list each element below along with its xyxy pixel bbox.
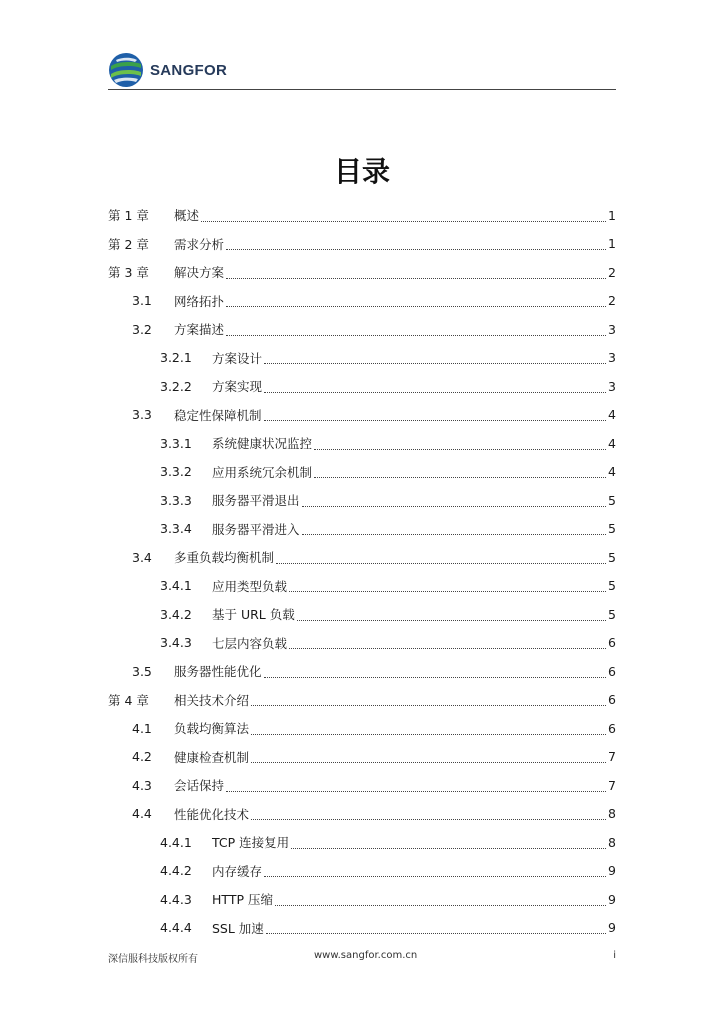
toc-entry-number: 3.2.2 xyxy=(160,378,192,394)
toc-entry-number: 3.3 xyxy=(132,407,152,423)
toc-dot-leader xyxy=(201,209,606,222)
toc-entry-page: 6 xyxy=(608,635,616,651)
page-header xyxy=(108,50,227,90)
toc-entry[interactable] xyxy=(108,258,616,287)
toc-entry-page: 3 xyxy=(608,378,616,394)
toc-entry-page: 3 xyxy=(608,350,616,366)
toc-entry-page: 1 xyxy=(608,236,616,252)
toc-dot-leader xyxy=(226,266,606,279)
toc-entry-title: 概述 xyxy=(174,208,200,224)
toc-entry-number: 4.4 xyxy=(132,806,152,822)
toc-entry-number: 3.1 xyxy=(132,293,152,309)
toc-entry[interactable] xyxy=(108,600,616,629)
toc-entry-page: 2 xyxy=(608,264,616,280)
footer-page-number: i xyxy=(613,950,616,961)
toc-entry-page: 5 xyxy=(608,521,616,537)
toc-entry-page: 6 xyxy=(608,720,616,736)
toc-entry-title: 负载均衡算法 xyxy=(174,721,250,737)
toc-entry[interactable] xyxy=(108,572,616,601)
toc-entry-page: 3 xyxy=(608,321,616,337)
toc-dot-leader xyxy=(291,836,606,849)
toc-entry-number: 3.3.1 xyxy=(160,435,192,451)
toc-entry-number: 第 2 章 xyxy=(108,236,149,252)
toc-entry-number: 4.4.4 xyxy=(160,920,192,936)
toc-entry-number: 3.3.4 xyxy=(160,521,192,537)
toc-dot-leader xyxy=(289,579,606,592)
toc-entry-page: 7 xyxy=(608,777,616,793)
toc-entry-number: 4.1 xyxy=(132,720,152,736)
toc-entry-title: 稳定性保障机制 xyxy=(174,407,262,423)
toc-entry-page: 5 xyxy=(608,492,616,508)
toc-entry[interactable] xyxy=(108,543,616,572)
toc-entry-title: 服务器性能优化 xyxy=(174,664,262,680)
toc-dot-leader xyxy=(264,380,606,393)
toc-entry-number: 3.2.1 xyxy=(160,350,192,366)
toc-entry[interactable] xyxy=(108,800,616,829)
toc-dot-leader xyxy=(314,437,606,450)
toc-entry-number: 4.4.1 xyxy=(160,834,192,850)
toc-entry-page: 5 xyxy=(608,606,616,622)
toc-entry-title: HTTP 压缩 xyxy=(212,892,273,908)
toc-dot-leader xyxy=(314,465,606,478)
toc-entry[interactable] xyxy=(108,201,616,230)
toc-entry-title: 会话保持 xyxy=(174,778,225,794)
toc-dot-leader xyxy=(264,864,606,877)
toc-dot-leader xyxy=(226,237,606,250)
toc-entry-page: 2 xyxy=(608,293,616,309)
toc-dot-leader xyxy=(264,665,607,678)
page-title: 目录 xyxy=(333,155,390,188)
toc-entry[interactable] xyxy=(108,486,616,515)
toc-entry-page: 8 xyxy=(608,834,616,850)
toc-dot-leader xyxy=(226,323,606,336)
footer-copyright: 深信服科技版权所有 xyxy=(108,954,198,965)
toc-entry-page: 9 xyxy=(608,920,616,936)
toc-entry-title: 解决方案 xyxy=(174,265,225,281)
toc-entry[interactable] xyxy=(108,429,616,458)
toc-entry[interactable] xyxy=(108,657,616,686)
toc-dot-leader xyxy=(289,636,606,649)
toc-entry-number: 4.4.3 xyxy=(160,891,192,907)
toc-entry-title: 相关技术介绍 xyxy=(174,692,250,708)
toc-entry-page: 5 xyxy=(608,549,616,565)
toc-entry-page: 9 xyxy=(608,891,616,907)
toc-dot-leader xyxy=(276,551,606,564)
toc-entry[interactable] xyxy=(108,344,616,373)
toc-entry-title: 方案实现 xyxy=(212,379,263,395)
toc-entry-number: 3.3.2 xyxy=(160,464,192,480)
toc-entry[interactable] xyxy=(108,230,616,259)
toc-entry-title: 系统健康状况监控 xyxy=(212,436,313,452)
toc-dot-leader xyxy=(297,608,606,621)
toc-entry-title: 方案设计 xyxy=(212,350,263,366)
page-footer xyxy=(108,950,616,964)
toc-entry-title: 健康检查机制 xyxy=(174,749,250,765)
toc-entry-number: 4.2 xyxy=(132,749,152,765)
toc-dot-leader xyxy=(251,722,606,735)
toc-entry-number: 3.4.1 xyxy=(160,578,192,594)
toc-entry[interactable] xyxy=(108,714,616,743)
toc-entry[interactable] xyxy=(108,401,616,430)
toc-entry-title: 七层内容负载 xyxy=(212,635,288,651)
toc-entry-number: 第 4 章 xyxy=(108,692,149,708)
toc-entry-title: 网络拓扑 xyxy=(174,293,225,309)
toc-entry-title: 基于 URL 负载 xyxy=(212,607,295,623)
toc-entry-page: 4 xyxy=(608,435,616,451)
toc-dot-leader xyxy=(266,921,606,934)
toc-entry-number: 3.4.2 xyxy=(160,606,192,622)
toc-entry-title: 方案描述 xyxy=(174,322,225,338)
toc-entry-title: 内存缓存 xyxy=(212,863,263,879)
toc-entry[interactable] xyxy=(108,287,616,316)
toc-entry[interactable] xyxy=(108,458,616,487)
toc-entry[interactable] xyxy=(108,885,616,914)
toc-dot-leader xyxy=(251,693,606,706)
toc-entry-page: 7 xyxy=(608,749,616,765)
toc-entry-number: 3.4.3 xyxy=(160,635,192,651)
toc-entry-title: 多重负载均衡机制 xyxy=(174,550,275,566)
toc-entry-page: 4 xyxy=(608,464,616,480)
toc-entry-number: 4.3 xyxy=(132,777,152,793)
table-of-contents xyxy=(108,201,616,942)
toc-dot-leader xyxy=(264,351,606,364)
toc-entry[interactable] xyxy=(108,743,616,772)
toc-entry-number: 第 1 章 xyxy=(108,208,149,224)
toc-dot-leader xyxy=(302,522,607,535)
toc-entry-page: 8 xyxy=(608,806,616,822)
toc-entry-title: SSL 加速 xyxy=(212,920,264,936)
toc-entry-number: 第 3 章 xyxy=(108,265,149,281)
toc-entry-number: 3.5 xyxy=(132,663,152,679)
toc-entry-title: 应用系统冗余机制 xyxy=(212,464,313,480)
toc-entry[interactable] xyxy=(108,771,616,800)
toc-dot-leader xyxy=(226,779,606,792)
header-divider xyxy=(108,89,616,90)
toc-entry-title: 服务器平滑进入 xyxy=(212,521,300,537)
toc-entry[interactable] xyxy=(108,828,616,857)
toc-entry-page: 9 xyxy=(608,863,616,879)
toc-entry[interactable] xyxy=(108,686,616,715)
toc-dot-leader xyxy=(264,408,607,421)
toc-entry-title: 需求分析 xyxy=(174,236,225,252)
toc-entry[interactable] xyxy=(108,857,616,886)
toc-entry-title: 应用类型负载 xyxy=(212,578,288,594)
toc-entry-page: 4 xyxy=(608,407,616,423)
toc-entry-title: 性能优化技术 xyxy=(174,806,250,822)
toc-entry-number: 3.2 xyxy=(132,321,152,337)
toc-entry[interactable] xyxy=(108,372,616,401)
toc-entry-title: 服务器平滑退出 xyxy=(212,493,300,509)
toc-entry-page: 5 xyxy=(608,578,616,594)
toc-entry-title: TCP 连接复用 xyxy=(212,835,290,851)
toc-entry-number: 4.4.2 xyxy=(160,863,192,879)
toc-entry[interactable] xyxy=(108,515,616,544)
sangfor-logo-icon xyxy=(108,52,144,88)
toc-entry-number: 3.3.3 xyxy=(160,492,192,508)
toc-entry[interactable] xyxy=(108,914,616,943)
toc-entry-page: 6 xyxy=(608,663,616,679)
toc-dot-leader xyxy=(251,750,606,763)
toc-entry-number: 3.4 xyxy=(132,549,152,565)
toc-entry-page: 6 xyxy=(608,692,616,708)
footer-website: www.sangfor.com.cn xyxy=(314,950,418,961)
toc-dot-leader xyxy=(302,494,607,507)
toc-entry[interactable] xyxy=(108,315,616,344)
toc-dot-leader xyxy=(275,893,606,906)
toc-entry[interactable] xyxy=(108,629,616,658)
toc-entry-page: 1 xyxy=(608,207,616,223)
brand-name: SANGFOR xyxy=(150,61,228,79)
toc-dot-leader xyxy=(251,807,606,820)
toc-dot-leader xyxy=(226,294,606,307)
